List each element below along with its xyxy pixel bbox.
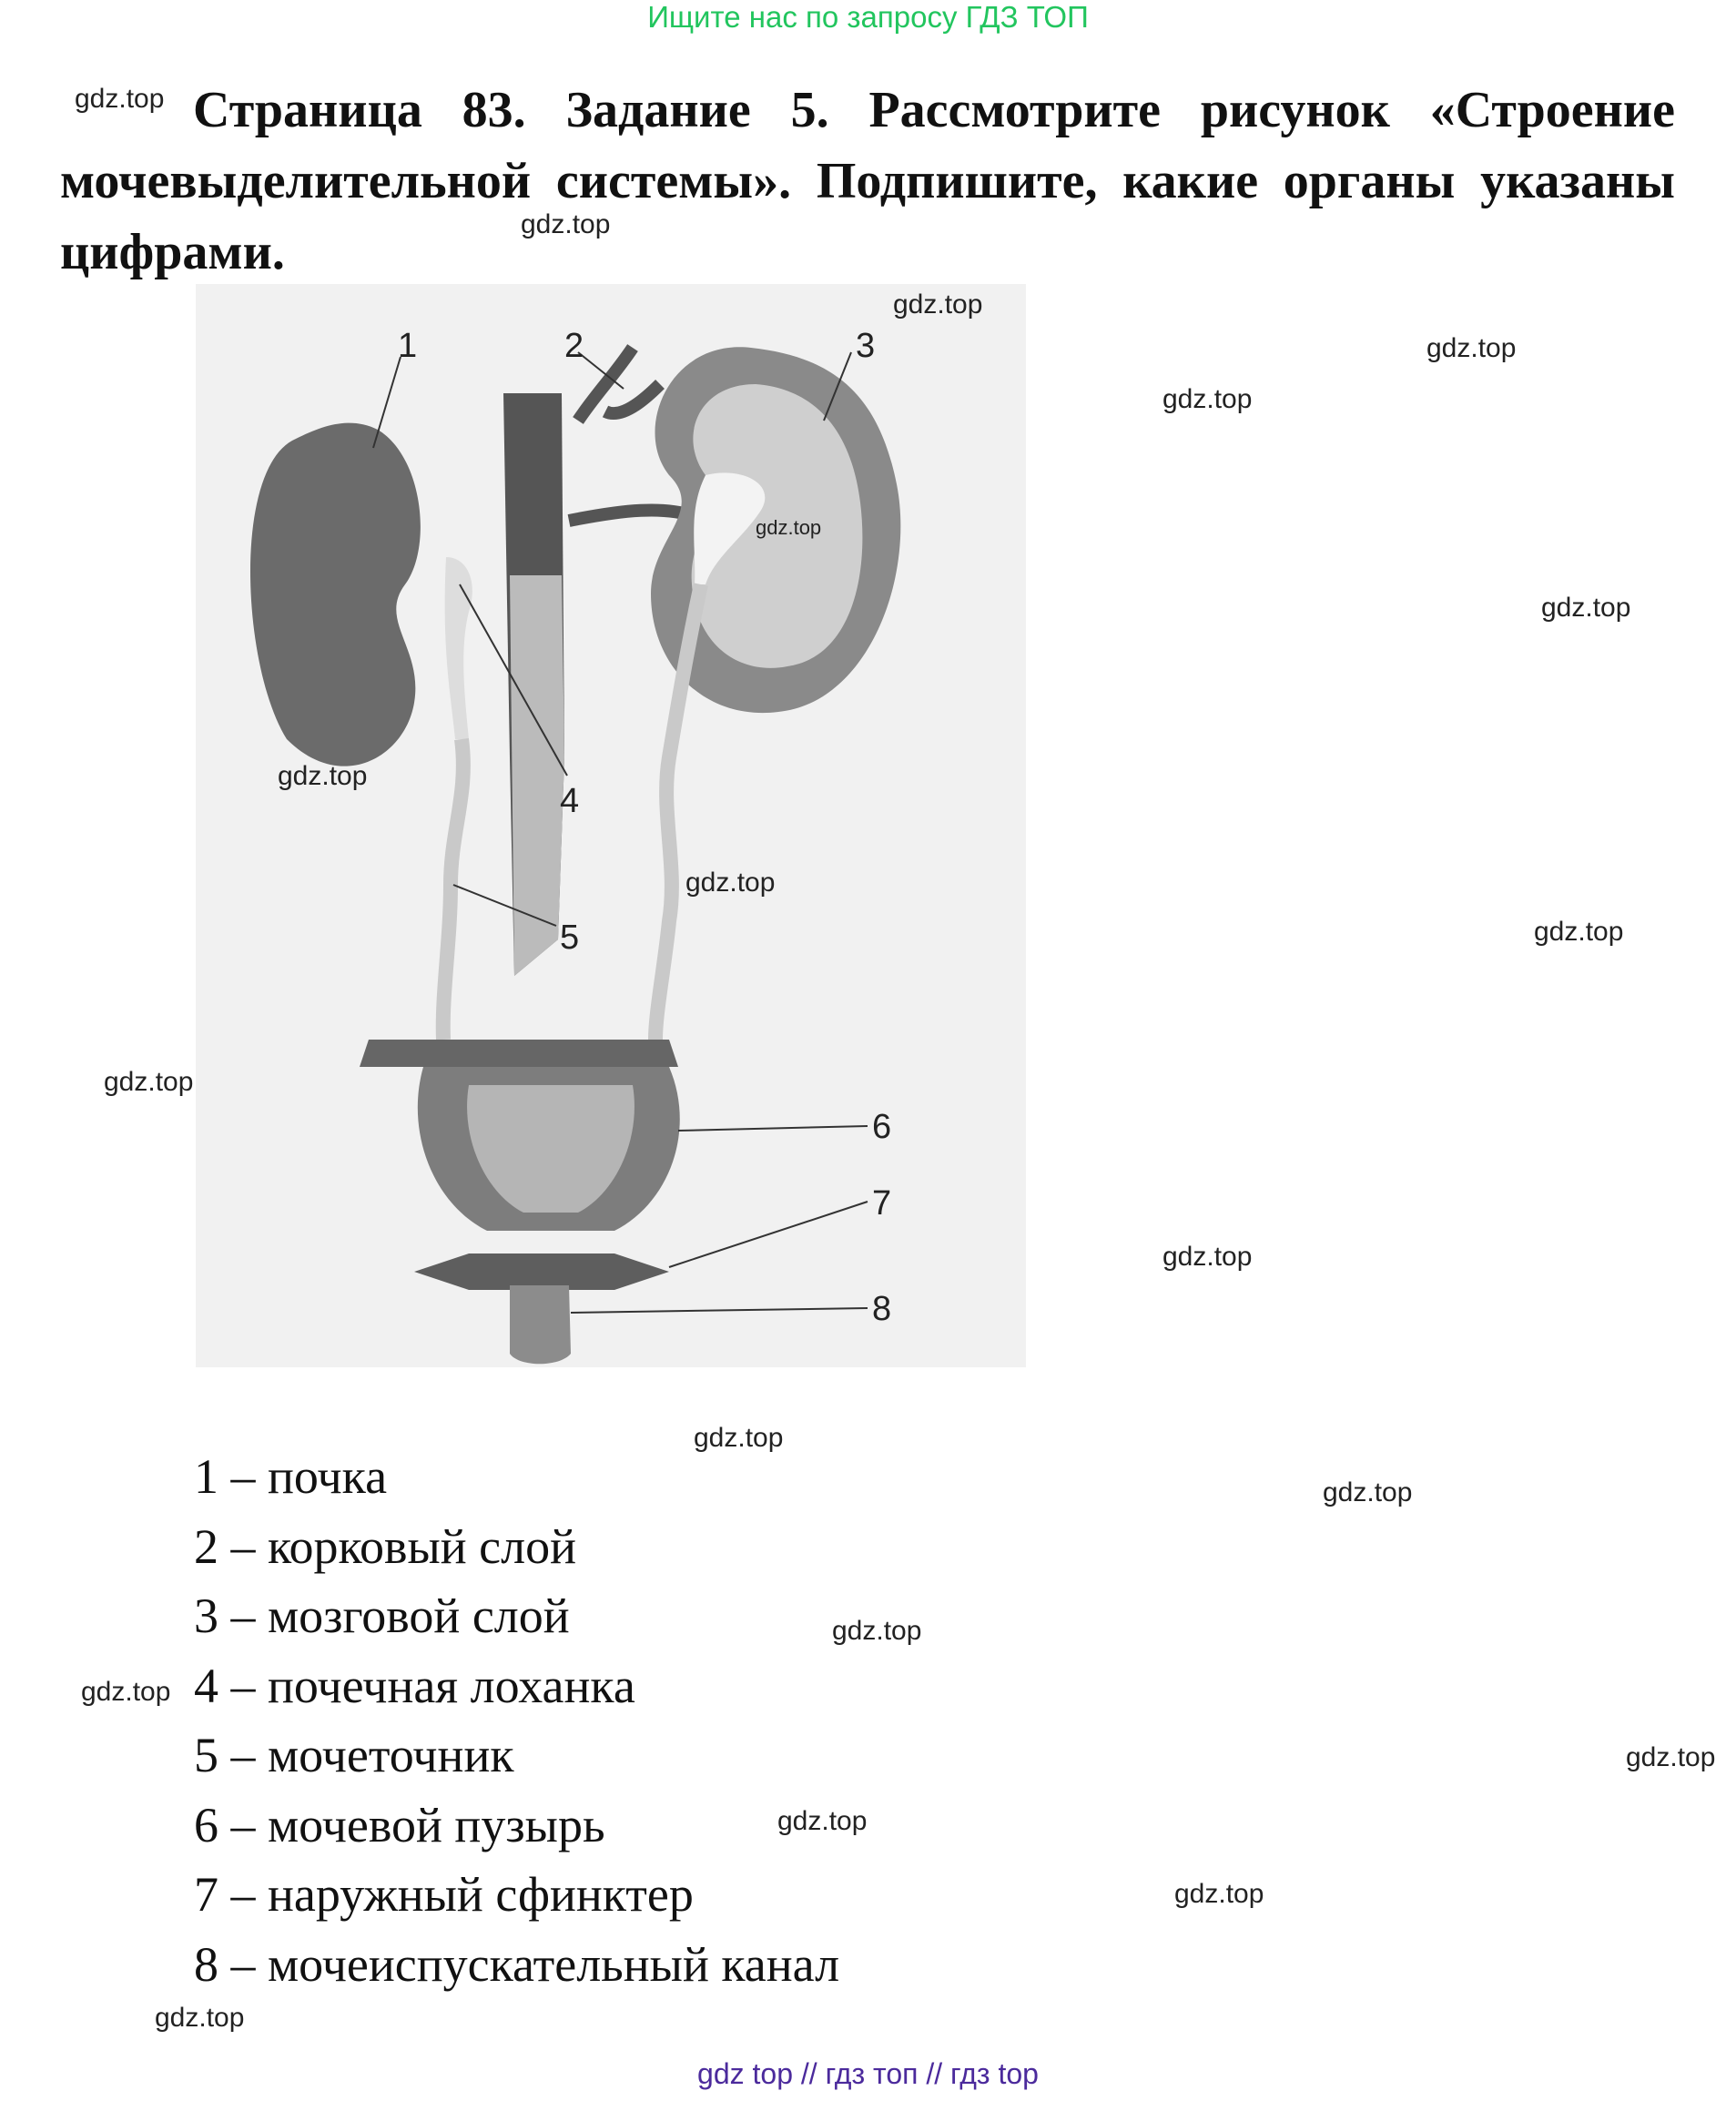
watermark: gdz.top bbox=[1162, 1242, 1253, 1272]
urinary-system-figure bbox=[196, 284, 1026, 1367]
watermark: gdz.top bbox=[1626, 1742, 1716, 1772]
watermark: gdz.top bbox=[832, 1616, 922, 1646]
watermark: gdz.top bbox=[777, 1806, 868, 1836]
answer-item: 2 – корковый слой bbox=[194, 1518, 576, 1574]
urethra bbox=[510, 1285, 571, 1364]
top-banner[interactable]: Ищите нас по запросу ГДЗ ТОП bbox=[647, 0, 1089, 34]
watermark: gdz.top bbox=[685, 868, 776, 898]
watermark: gdz.top bbox=[694, 1423, 784, 1453]
watermark: gdz.top bbox=[155, 2003, 245, 2033]
bladder-top-muscle bbox=[360, 1040, 678, 1067]
figure-label-2: 2 bbox=[564, 327, 584, 365]
answer-item: 6 – мочевой пузырь bbox=[194, 1797, 605, 1852]
watermark: gdz.top bbox=[893, 289, 983, 320]
vena-cava-lower bbox=[510, 575, 564, 976]
watermark: gdz.top bbox=[1162, 384, 1253, 414]
left-kidney bbox=[250, 423, 421, 766]
figure-label-5: 5 bbox=[560, 919, 580, 957]
watermark: gdz.top bbox=[278, 761, 368, 791]
watermark: gdz.top bbox=[81, 1677, 171, 1707]
figure-label-1: 1 bbox=[398, 327, 418, 365]
watermark: gdz.top bbox=[1534, 917, 1624, 947]
answer-item: 7 – наружный сфинктер bbox=[194, 1867, 694, 1922]
figure-label-4: 4 bbox=[560, 782, 580, 820]
figure-label-8: 8 bbox=[872, 1290, 892, 1328]
watermark: gdz.top bbox=[1541, 593, 1631, 623]
answer-item: 8 – мочеиспускательный канал bbox=[194, 1936, 840, 1992]
footer-links[interactable]: gdz top // гдз топ // гдз top bbox=[697, 2057, 1039, 2090]
answers-list bbox=[194, 1442, 839, 1999]
figure-label-3: 3 bbox=[856, 327, 876, 365]
figure-label-7: 7 bbox=[872, 1184, 892, 1223]
watermark: gdz.top bbox=[75, 84, 165, 114]
watermark: gdz.top bbox=[521, 209, 611, 239]
watermark: gdz.top bbox=[756, 516, 822, 539]
watermark: gdz.top bbox=[1426, 333, 1517, 363]
answer-item: 3 – мозговой слой bbox=[194, 1588, 570, 1643]
figure-label-6: 6 bbox=[872, 1108, 892, 1146]
answer-item: 4 – почечная лоханка bbox=[194, 1658, 635, 1713]
task-heading: Страница 83. Задание 5. Рассмотрите рисунок «Строение мочевыделительной системы». Подпишите, какие органы указаны цифрами. bbox=[60, 82, 1675, 280]
answer-item: 5 – мочеточник bbox=[194, 1728, 514, 1782]
watermark: gdz.top bbox=[1323, 1477, 1413, 1507]
watermark: gdz.top bbox=[1174, 1879, 1264, 1909]
watermark: gdz.top bbox=[104, 1067, 194, 1097]
answer-item: 1 – почка bbox=[194, 1449, 388, 1504]
sphincter bbox=[414, 1253, 669, 1290]
